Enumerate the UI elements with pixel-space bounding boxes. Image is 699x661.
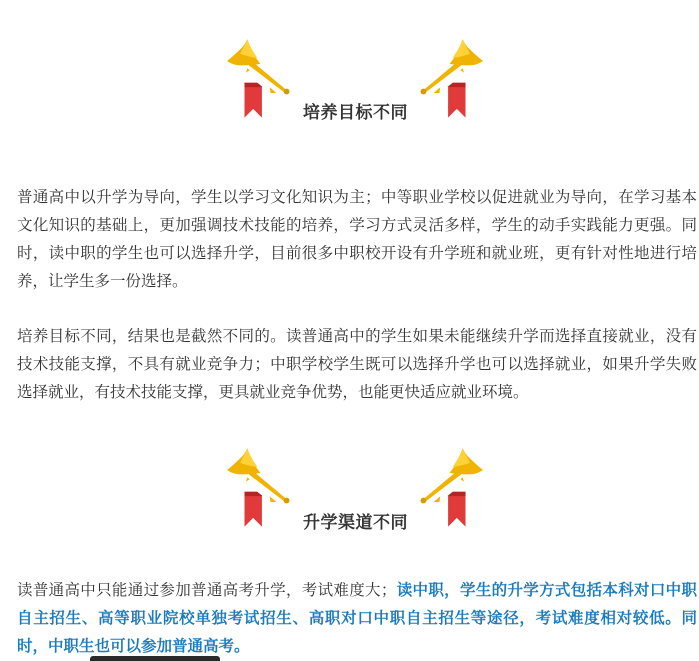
section-title: 培养目标不同 [303, 103, 408, 123]
section-banner-2 [0, 441, 699, 541]
paragraph-highlight-text: 读中职，学生的升学方式包括本科对口中职自主招生、高等职业院校单独考试招生、高职对口中职自主招生等途径，考试难度相对较低。同时，中职生也可以参加普通高考。 [17, 581, 697, 655]
paragraph: 普通高中以升学为导向，学生以学习文化知识为主；中等职业学校以促进就业为导向，在学习基本文化知识的基础上，更加强调技术技能的培养，学习方式灵活多样，学生的动手实践能力更强。同时，读中职的学生也可以选择升学，目前很多中职校开设有升学班和就业班，更有针对性地进行培养，让学生多一份选择。 [17, 188, 697, 290]
section-title: 升学渠道不同 [303, 513, 408, 533]
paragraph: 培养目标不同，结果也是截然不同的。读普通高中的学生如果未能继续升学而选择直接就业，没有技术技能支撑，不具有就业竞争力；中职学校学生既可以选择升学也可以选择就业，如果升学失败选择就业，有技术技能支撑，更具就业竞争优势，也能更快适应就业环境。 [17, 327, 697, 401]
paragraph-plain-text: 读普通高中只能通过参加普通高考升学，考试难度大； [17, 581, 397, 599]
bottom-image-edge [90, 656, 220, 661]
paragraph [17, 576, 697, 660]
section-banner-1 [0, 32, 699, 132]
